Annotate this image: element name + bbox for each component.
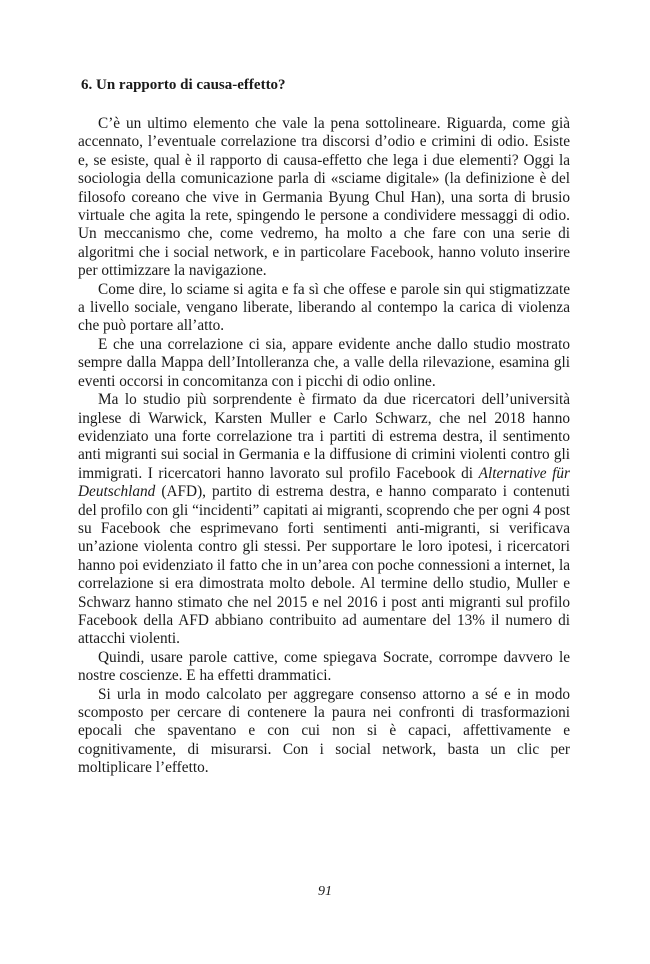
section-title: 6. Un rapporto di causa-effetto? bbox=[81, 77, 286, 93]
paragraph-5: Quindi, usare parole cattive, come spiegava Socrate, corrompe davvero le nostre coscienze. E ha effetti drammatici. bbox=[78, 648, 570, 685]
paragraph-4-text-after: (AFD), partito di estrema destra, e hanno comparato i contenuti del profilo con gli “incidenti” capitati ai migranti, scoprendo che per ogni 4 post su Facebook che esprimevano forti sentimenti anti-migranti, si verificava un’azione violenta contro gli stessi. Per supportare le loro ipotesi, i ricercatori hanno poi evidenziato il fatto che in un’area con poche connessioni a internet, la correlazione si era dimostrata molto debole. Al termine dello studio, Muller e Schwarz hanno stimato che nel 2015 e nel 2016 i post anti migranti sul profilo Facebook della AFD abbiano contribuito ad aumentare del 13% il numero di attacchi violenti. bbox=[78, 483, 570, 648]
paragraph-3: E che una correlazione ci sia, appare evidente anche dallo studio mostrato sempre dalla Mappa dell’Intolleranza che, a valle della rilevazione, esamina gli eventi occorsi in concomitanza con i picchi di odio online. bbox=[78, 335, 570, 390]
text-block bbox=[78, 76, 570, 778]
paragraph-2: Come dire, lo sciame si agita e fa sì che offese e parole sin qui stigmatizzate a livello sociale, vengano liberate, liberando al contempo la carica di violenza che può portare all’atto. bbox=[78, 280, 570, 335]
paragraph-6: Si urla in modo calcolato per aggregare consenso attorno a sé e in modo scomposto per cercare di contenere la paura nei confronti di trasformazioni epocali che spaventano e con cui non si è capaci, affettivamente e cognitivamente, di misurarsi. Con i social network, basta un clic per moltiplicare l’effetto. bbox=[78, 685, 570, 777]
page-number: 91 bbox=[318, 884, 332, 899]
paragraph-1: C’è un ultimo elemento che vale la pena sottolineare. Riguarda, come già accennato, l’eventuale correlazione tra discorsi d’odio e crimini di odio. Esiste e, se esiste, qual è il rapporto di causa-effetto che lega i due elementi? Oggi la sociologia della comunicazione parla di «sciame digitale» (la definizione è del filosofo coreano che vive in Germania Byung Chul Han), una sorta di brusio virtuale che agita la rete, spingendo le persone a condividere messaggi di odio. Un meccanismo che, come vedremo, ha molto a che fare con una serie di algoritmi che i social network, e in particolare Facebook, hanno voluto inserire per ottimizzare la navigazione. bbox=[78, 115, 570, 280]
party-name-emphasis: Alternative für Deutschland bbox=[78, 464, 570, 501]
paragraph-4 bbox=[78, 391, 570, 649]
paragraph-4-text-before: Ma lo studio più sorprendente è firmato da due ricercatori dell’università inglese di Warwick, Karsten Muller e Carlo Schwarz, che nel 2018 hanno evidenziato una forte correlazione tra i partiti di estrema destra, il sentimento anti migranti sui social in Germania e la diffusione di crimini violenti contro gli immigrati. I ricercatori hanno lavorato sul profilo Facebook di bbox=[78, 391, 570, 482]
